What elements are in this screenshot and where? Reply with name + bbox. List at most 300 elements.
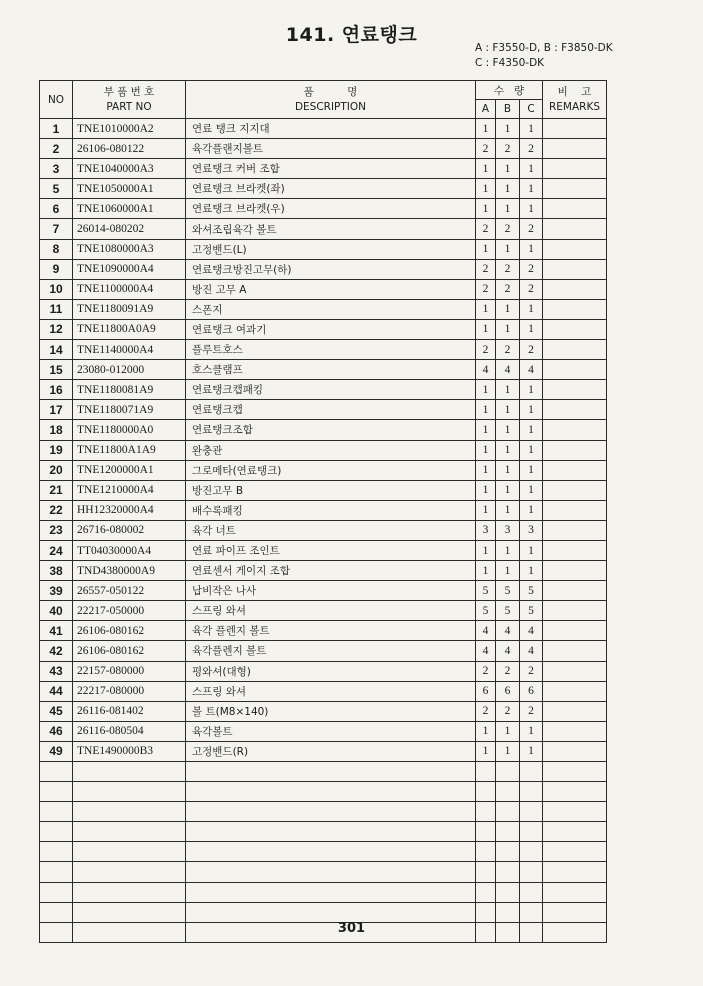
cell-desc: 연료탱크캡 — [186, 400, 476, 420]
cell-part: TNE1140000A4 — [73, 340, 186, 360]
cell-b: 1 — [496, 500, 520, 520]
cell-desc: 방진고무 B — [186, 480, 476, 500]
table-row — [40, 179, 607, 199]
parts-table-container — [39, 80, 607, 943]
empty-cell — [543, 882, 607, 902]
empty-cell — [520, 842, 543, 862]
cell-desc: 연료탱크 브라켓(우) — [186, 199, 476, 219]
cell-b: 1 — [496, 239, 520, 259]
cell-part: TNE1100000A4 — [73, 279, 186, 299]
table-row — [40, 219, 607, 239]
empty-cell — [496, 902, 520, 922]
cell-desc: 연료 탱크 지지대 — [186, 119, 476, 139]
cell-remarks — [543, 581, 607, 601]
empty-cell — [40, 802, 73, 822]
cell-desc: 육각플렌지 볼트 — [186, 641, 476, 661]
cell-desc: 플루트호스 — [186, 340, 476, 360]
empty-cell — [543, 902, 607, 922]
cell-desc: 연료탱크조합 — [186, 420, 476, 440]
cell-no: 19 — [40, 440, 73, 460]
cell-desc: 스폰지 — [186, 299, 476, 319]
cell-c: 2 — [520, 701, 543, 721]
cell-c: 2 — [520, 340, 543, 360]
header-part-no-ko: 부 품 번 호 — [103, 85, 155, 98]
empty-cell — [73, 862, 186, 882]
header-part-no-en: PART NO — [106, 100, 152, 113]
table-row — [40, 299, 607, 319]
empty-cell — [186, 782, 476, 802]
table-row — [40, 540, 607, 560]
empty-cell — [520, 802, 543, 822]
cell-b: 1 — [496, 179, 520, 199]
empty-cell — [186, 822, 476, 842]
cell-b: 1 — [496, 721, 520, 741]
cell-desc: 연료탱크 커버 조합 — [186, 159, 476, 179]
cell-c: 1 — [520, 159, 543, 179]
cell-remarks — [543, 621, 607, 641]
empty-cell — [186, 902, 476, 922]
empty-cell — [543, 862, 607, 882]
empty-cell — [476, 862, 496, 882]
cell-b: 5 — [496, 581, 520, 601]
cell-c: 1 — [520, 400, 543, 420]
cell-desc: 연료탱크캡패킹 — [186, 380, 476, 400]
model-legend-line-1: A : F3550-D, B : F3850-DK — [475, 42, 613, 54]
cell-a: 1 — [476, 540, 496, 560]
cell-b: 4 — [496, 360, 520, 380]
cell-remarks — [543, 460, 607, 480]
cell-remarks — [543, 400, 607, 420]
cell-b: 3 — [496, 520, 520, 540]
cell-no: 46 — [40, 721, 73, 741]
cell-b: 1 — [496, 480, 520, 500]
table-row — [40, 681, 607, 701]
cell-part: TND4380000A9 — [73, 561, 186, 581]
table-row — [40, 661, 607, 681]
table-row — [40, 199, 607, 219]
cell-part: 26106-080162 — [73, 641, 186, 661]
empty-cell — [476, 902, 496, 922]
cell-b: 2 — [496, 340, 520, 360]
cell-b: 1 — [496, 380, 520, 400]
table-row — [40, 420, 607, 440]
cell-b: 1 — [496, 460, 520, 480]
empty-cell — [186, 842, 476, 862]
header-remarks-ko: 비 고 — [557, 85, 592, 98]
cell-a: 2 — [476, 279, 496, 299]
cell-desc: 육각볼트 — [186, 721, 476, 741]
cell-remarks — [543, 601, 607, 621]
cell-part: TNE1490000B3 — [73, 741, 186, 761]
cell-no: 18 — [40, 420, 73, 440]
cell-a: 1 — [476, 500, 496, 520]
cell-desc: 호스클램프 — [186, 360, 476, 380]
cell-c: 6 — [520, 681, 543, 701]
table-row — [40, 319, 607, 339]
cell-remarks — [543, 319, 607, 339]
cell-part: 26106-080122 — [73, 139, 186, 159]
empty-cell — [186, 862, 476, 882]
cell-remarks — [543, 420, 607, 440]
cell-remarks — [543, 340, 607, 360]
cell-desc: 볼 트(M8×140) — [186, 701, 476, 721]
table-row — [40, 721, 607, 741]
cell-no: 16 — [40, 380, 73, 400]
cell-no: 8 — [40, 239, 73, 259]
cell-part: 26116-080504 — [73, 721, 186, 741]
cell-a: 1 — [476, 299, 496, 319]
cell-desc: 연료 파이프 조인트 — [186, 540, 476, 560]
cell-desc: 스프링 와셔 — [186, 681, 476, 701]
cell-b: 1 — [496, 299, 520, 319]
cell-remarks — [543, 741, 607, 761]
cell-c: 1 — [520, 299, 543, 319]
cell-part: TNE1200000A1 — [73, 460, 186, 480]
cell-a: 1 — [476, 440, 496, 460]
table-row — [40, 460, 607, 480]
header-remarks — [543, 81, 607, 119]
cell-a: 2 — [476, 340, 496, 360]
empty-cell — [476, 882, 496, 902]
empty-cell — [476, 802, 496, 822]
cell-b: 2 — [496, 259, 520, 279]
empty-table-row — [40, 762, 607, 782]
table-row — [40, 500, 607, 520]
cell-part: 22157-080000 — [73, 661, 186, 681]
empty-table-row — [40, 902, 607, 922]
cell-a: 4 — [476, 621, 496, 641]
cell-remarks — [543, 641, 607, 661]
cell-b: 2 — [496, 661, 520, 681]
empty-cell — [520, 822, 543, 842]
cell-no: 12 — [40, 319, 73, 339]
cell-c: 5 — [520, 601, 543, 621]
empty-cell — [40, 762, 73, 782]
cell-part: TNE1040000A3 — [73, 159, 186, 179]
cell-no: 6 — [40, 199, 73, 219]
cell-c: 1 — [520, 380, 543, 400]
cell-c: 2 — [520, 139, 543, 159]
cell-part: TNE1010000A2 — [73, 119, 186, 139]
cell-remarks — [543, 500, 607, 520]
cell-b: 6 — [496, 681, 520, 701]
table-row — [40, 159, 607, 179]
cell-remarks — [543, 199, 607, 219]
empty-cell — [543, 802, 607, 822]
cell-c: 1 — [520, 420, 543, 440]
cell-no: 5 — [40, 179, 73, 199]
cell-b: 1 — [496, 741, 520, 761]
cell-remarks — [543, 701, 607, 721]
cell-no: 20 — [40, 460, 73, 480]
cell-a: 1 — [476, 420, 496, 440]
empty-cell — [476, 782, 496, 802]
cell-no: 9 — [40, 259, 73, 279]
cell-part: 23080-012000 — [73, 360, 186, 380]
cell-c: 1 — [520, 319, 543, 339]
empty-cell — [543, 822, 607, 842]
cell-c: 1 — [520, 440, 543, 460]
cell-a: 1 — [476, 460, 496, 480]
cell-remarks — [543, 119, 607, 139]
empty-cell — [40, 822, 73, 842]
cell-b: 1 — [496, 420, 520, 440]
cell-part: 26106-080162 — [73, 621, 186, 641]
cell-no: 45 — [40, 701, 73, 721]
cell-no: 17 — [40, 400, 73, 420]
table-row — [40, 279, 607, 299]
cell-b: 4 — [496, 621, 520, 641]
cell-part: TNE1180081A9 — [73, 380, 186, 400]
cell-a: 1 — [476, 119, 496, 139]
cell-desc: 육각플랜지볼트 — [186, 139, 476, 159]
cell-b: 1 — [496, 119, 520, 139]
table-row — [40, 621, 607, 641]
cell-desc: 스프링 와셔 — [186, 601, 476, 621]
cell-c: 1 — [520, 119, 543, 139]
cell-part: TNE1180000A0 — [73, 420, 186, 440]
cell-part: HH12320000A4 — [73, 500, 186, 520]
cell-part: 26716-080002 — [73, 520, 186, 540]
empty-table-row — [40, 882, 607, 902]
cell-no: 42 — [40, 641, 73, 661]
cell-no: 44 — [40, 681, 73, 701]
empty-cell — [73, 882, 186, 902]
cell-a: 1 — [476, 480, 496, 500]
table-row — [40, 741, 607, 761]
cell-desc: 방진 고무 A — [186, 279, 476, 299]
cell-no: 14 — [40, 340, 73, 360]
cell-b: 1 — [496, 319, 520, 339]
empty-cell — [73, 782, 186, 802]
table-row — [40, 119, 607, 139]
cell-remarks — [543, 721, 607, 741]
cell-desc: 배수록패킹 — [186, 500, 476, 520]
cell-b: 1 — [496, 199, 520, 219]
cell-no: 1 — [40, 119, 73, 139]
cell-c: 1 — [520, 480, 543, 500]
cell-c: 4 — [520, 621, 543, 641]
cell-part: 22217-050000 — [73, 601, 186, 621]
model-legend — [475, 41, 613, 71]
cell-c: 1 — [520, 741, 543, 761]
cell-desc: 연료탱크 브라켓(좌) — [186, 179, 476, 199]
cell-c: 1 — [520, 179, 543, 199]
empty-cell — [496, 782, 520, 802]
empty-cell — [496, 762, 520, 782]
cell-b: 4 — [496, 641, 520, 661]
cell-a: 3 — [476, 520, 496, 540]
cell-remarks — [543, 520, 607, 540]
empty-cell — [496, 862, 520, 882]
cell-desc: 고정밴드(L) — [186, 239, 476, 259]
model-legend-line-2: C : F4350-DK — [475, 57, 545, 69]
page-title: 141. 연료탱크 — [285, 24, 418, 46]
cell-remarks — [543, 279, 607, 299]
empty-cell — [186, 802, 476, 822]
cell-remarks — [543, 139, 607, 159]
empty-cell — [520, 762, 543, 782]
cell-desc: 납비작은 나사 — [186, 581, 476, 601]
cell-c: 1 — [520, 500, 543, 520]
page-number: 301 — [337, 921, 366, 936]
header-quantity: 수 량 — [476, 81, 543, 100]
cell-desc: 연료탱크방진고무(하) — [186, 259, 476, 279]
table-row — [40, 561, 607, 581]
empty-table-row — [40, 822, 607, 842]
cell-a: 4 — [476, 360, 496, 380]
cell-c: 2 — [520, 279, 543, 299]
table-row — [40, 581, 607, 601]
cell-a: 2 — [476, 259, 496, 279]
cell-part: TNE11800A0A9 — [73, 319, 186, 339]
cell-remarks — [543, 179, 607, 199]
empty-cell — [186, 882, 476, 902]
cell-part: TNE1180071A9 — [73, 400, 186, 420]
cell-a: 2 — [476, 219, 496, 239]
cell-b: 2 — [496, 701, 520, 721]
cell-a: 1 — [476, 179, 496, 199]
cell-part: 22217-080000 — [73, 681, 186, 701]
cell-desc: 평와셔(대형) — [186, 661, 476, 681]
cell-b: 1 — [496, 561, 520, 581]
cell-b: 5 — [496, 601, 520, 621]
cell-a: 4 — [476, 641, 496, 661]
cell-no: 43 — [40, 661, 73, 681]
cell-remarks — [543, 681, 607, 701]
cell-a: 1 — [476, 741, 496, 761]
cell-b: 2 — [496, 279, 520, 299]
cell-c: 1 — [520, 199, 543, 219]
cell-part: 26014-080202 — [73, 219, 186, 239]
cell-part: TT04030000A4 — [73, 540, 186, 560]
parts-table — [39, 80, 607, 943]
table-row — [40, 400, 607, 420]
cell-no: 40 — [40, 601, 73, 621]
cell-no: 39 — [40, 581, 73, 601]
header-description — [186, 81, 476, 119]
empty-cell — [73, 762, 186, 782]
header-part-no — [73, 81, 186, 119]
cell-a: 1 — [476, 199, 496, 219]
cell-no: 3 — [40, 159, 73, 179]
cell-remarks — [543, 661, 607, 681]
cell-a: 1 — [476, 721, 496, 741]
cell-a: 2 — [476, 139, 496, 159]
cell-b: 2 — [496, 219, 520, 239]
cell-desc: 완충관 — [186, 440, 476, 460]
empty-cell — [543, 842, 607, 862]
cell-part: TNE1050000A1 — [73, 179, 186, 199]
empty-cell — [496, 822, 520, 842]
table-row — [40, 239, 607, 259]
cell-remarks — [543, 299, 607, 319]
cell-c: 2 — [520, 219, 543, 239]
header-qty-c: C — [520, 100, 543, 119]
cell-c: 2 — [520, 661, 543, 681]
cell-no: 23 — [40, 520, 73, 540]
empty-cell — [520, 902, 543, 922]
cell-a: 2 — [476, 661, 496, 681]
table-row — [40, 480, 607, 500]
cell-a: 1 — [476, 561, 496, 581]
cell-remarks — [543, 540, 607, 560]
empty-cell — [476, 762, 496, 782]
cell-c: 1 — [520, 540, 543, 560]
cell-remarks — [543, 239, 607, 259]
cell-a: 1 — [476, 380, 496, 400]
empty-cell — [73, 802, 186, 822]
cell-no: 10 — [40, 279, 73, 299]
empty-cell — [520, 782, 543, 802]
cell-no: 2 — [40, 139, 73, 159]
cell-remarks — [543, 380, 607, 400]
cell-no: 22 — [40, 500, 73, 520]
cell-part: 26116-081402 — [73, 701, 186, 721]
empty-cell — [543, 782, 607, 802]
cell-c: 1 — [520, 239, 543, 259]
empty-cell — [476, 842, 496, 862]
cell-part: TNE1180091A9 — [73, 299, 186, 319]
cell-c: 5 — [520, 581, 543, 601]
cell-a: 1 — [476, 159, 496, 179]
cell-desc: 육각 너트 — [186, 520, 476, 540]
table-row — [40, 360, 607, 380]
cell-no: 49 — [40, 741, 73, 761]
empty-table-row — [40, 782, 607, 802]
cell-part: TNE1210000A4 — [73, 480, 186, 500]
cell-part: TNE1060000A1 — [73, 199, 186, 219]
cell-remarks — [543, 440, 607, 460]
table-row — [40, 380, 607, 400]
table-row — [40, 641, 607, 661]
cell-remarks — [543, 159, 607, 179]
table-row — [40, 701, 607, 721]
cell-desc: 육각 플렌지 볼트 — [186, 621, 476, 641]
empty-table-row — [40, 802, 607, 822]
cell-desc: 그로메타(연료탱크) — [186, 460, 476, 480]
empty-cell — [496, 802, 520, 822]
cell-b: 1 — [496, 540, 520, 560]
empty-cell — [40, 902, 73, 922]
empty-cell — [73, 842, 186, 862]
cell-remarks — [543, 480, 607, 500]
cell-desc: 연료탱크 여과기 — [186, 319, 476, 339]
cell-a: 5 — [476, 601, 496, 621]
cell-desc: 고정밴드(R) — [186, 741, 476, 761]
empty-cell — [40, 882, 73, 902]
cell-part: 26557-050122 — [73, 581, 186, 601]
cell-no: 15 — [40, 360, 73, 380]
cell-no: 11 — [40, 299, 73, 319]
empty-cell — [73, 902, 186, 922]
empty-cell — [520, 882, 543, 902]
table-row — [40, 601, 607, 621]
cell-c: 3 — [520, 520, 543, 540]
table-row — [40, 440, 607, 460]
cell-part: TNE1080000A3 — [73, 239, 186, 259]
cell-c: 1 — [520, 460, 543, 480]
cell-desc: 와셔조립육각 볼트 — [186, 219, 476, 239]
empty-cell — [73, 822, 186, 842]
cell-c: 4 — [520, 360, 543, 380]
header-remarks-en: REMARKS — [548, 100, 601, 113]
cell-no: 7 — [40, 219, 73, 239]
empty-cell — [40, 862, 73, 882]
cell-remarks — [543, 259, 607, 279]
header-description-ko: 품 명 — [303, 85, 358, 98]
header-qty-b: B — [496, 100, 520, 119]
